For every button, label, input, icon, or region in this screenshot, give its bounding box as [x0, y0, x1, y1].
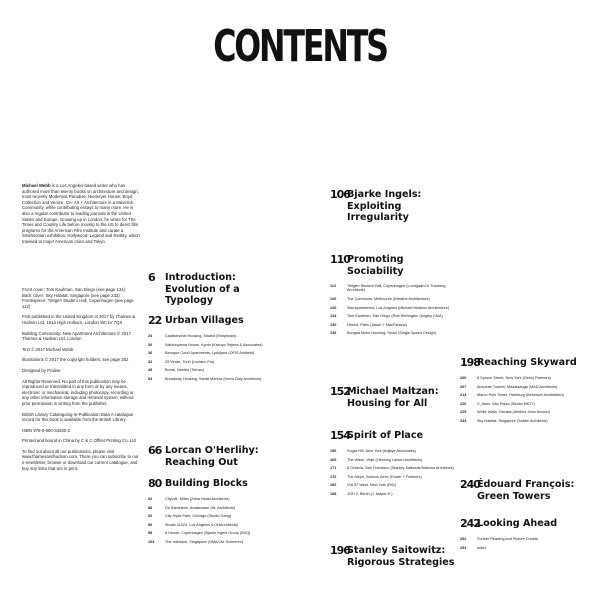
- cover-credit: Front cover: Tom Kaufman, San Diego (see page 134): [22, 287, 126, 292]
- toc-section-edouard-francois[interactable]: [460, 479, 588, 502]
- toc-entry[interactable]: [460, 546, 588, 550]
- section-page-number: 106: [330, 188, 350, 201]
- colophon-line: ISBN 978-0-500-34330-2: [22, 427, 71, 433]
- author-bio: [22, 183, 140, 250]
- entry-title: Tom Kaufman, San Diego (Rob Wellington Quigley FAIA): [347, 314, 443, 319]
- colophon-line: To find out about all our publications, please visit www.thamesandhudson.com. There you can subscribe to our e-newsletter, browse or download our current catalogue, and buy any titles that are in print.: [22, 448, 139, 471]
- toc-section-michael-maltzan[interactable]: [330, 386, 458, 409]
- colophon-line: Illustrations © 2017 the copyright holders; see page 252: [22, 357, 129, 363]
- toc-entry[interactable]: [330, 466, 458, 470]
- entry-title: Carabanchel Housing, Madrid (Morphosis): [165, 334, 237, 338]
- entry-page: 213: [460, 393, 467, 398]
- entry-page: 82: [148, 497, 153, 501]
- section-page-number: 152: [330, 385, 350, 398]
- entry-page: 225: [460, 410, 467, 415]
- section-title: Spirit of Place: [347, 430, 424, 441]
- entry-page: 48: [148, 368, 153, 373]
- colophon-line: Designed by Praline: [22, 367, 61, 373]
- toc-entry[interactable]: [330, 284, 458, 293]
- section-title: Urban Villages: [165, 315, 244, 326]
- section-title: Looking Ahead: [477, 518, 558, 529]
- author-name: Michael Webb: [22, 183, 51, 188]
- section-title: Promoting Sociability: [347, 254, 404, 277]
- entry-page: 24: [148, 334, 153, 338]
- entry-title: The Aleph, Buenos Aires (Foster + Partners): [347, 474, 422, 479]
- entry-title: Herold, Paris (Jakob + MacFarlane): [347, 322, 408, 327]
- toc-entry[interactable]: [148, 343, 273, 347]
- entry-title: Nishinoyama House, Kyoto (Kazuyo Sejima & Associates): [165, 342, 263, 347]
- entry-page: 146: [330, 331, 337, 336]
- colophon-line: First published in the United Kingdom in 2017 by Thames & Hudson Ltd, 181a High Holborn, London WC1V 7QX: [22, 314, 136, 325]
- toc-entry[interactable]: [460, 410, 588, 414]
- entry-page: 254: [460, 545, 467, 550]
- entry-title: VIA 57 West, New York (BIG): [347, 483, 397, 488]
- toc-entry[interactable]: [148, 514, 273, 518]
- section-title: Lorcan O'Herlihy: Reaching Out: [165, 445, 259, 468]
- toc-entry[interactable]: [460, 537, 588, 541]
- toc-entry[interactable]: [148, 351, 273, 355]
- section-title: Building Blocks: [165, 478, 248, 489]
- toc-entry[interactable]: [460, 402, 588, 406]
- toc-entry[interactable]: [148, 360, 273, 364]
- colophon-line: British Library Cataloguing-in-Publication Data A catalogue record for this book is available from the British Library: [22, 411, 134, 423]
- toc-entry[interactable]: [148, 368, 273, 372]
- entry-page: 54: [148, 376, 153, 381]
- entry-page: 140: [330, 322, 337, 327]
- toc-entry[interactable]: [148, 506, 273, 510]
- toc-entry[interactable]: [460, 385, 588, 389]
- section-page-number: 242: [460, 517, 480, 530]
- section-page-number: 198: [460, 356, 480, 369]
- entry-page: 134: [330, 314, 337, 319]
- section-title: Édouard François: Green Towers: [477, 479, 575, 502]
- section-page-number: 154: [330, 429, 350, 442]
- toc-entry[interactable]: [148, 523, 273, 527]
- entry-title: Index: [477, 545, 487, 550]
- cover-credit: Back cover: Sky Habitat, Singapore (see page 233): [22, 292, 120, 298]
- section-title: Introduction: Evolution of a Typology: [165, 272, 240, 306]
- toc-section-looking-ahead[interactable]: [460, 518, 588, 554]
- cover-credit: Frontispiece: Tietgen Student Hall, Copenhagen (see page 112): [22, 298, 134, 309]
- entry-page: 42: [148, 359, 153, 364]
- entry-page: 182: [330, 483, 337, 488]
- toc-entry[interactable]: [330, 306, 458, 310]
- section-page-number: 6: [148, 271, 155, 284]
- toc-section-intro[interactable]: [148, 272, 273, 307]
- entry-title: JOH 3, Berlin (J. Mayer H.): [347, 491, 393, 496]
- entry-title: V_Itaim, São Paulo (Studio MK27): [477, 401, 535, 406]
- section-page-number: 240: [460, 478, 480, 491]
- toc-entry[interactable]: [330, 314, 458, 318]
- toc-section-promoting-sociability[interactable]: [330, 254, 458, 340]
- entry-page: 188: [330, 491, 337, 496]
- entry-title: Baroque Court Apartments, Ljubljana (OFIS Arhitekti): [165, 351, 255, 356]
- toc-entry[interactable]: [330, 323, 458, 327]
- toc-section-urban-villages[interactable]: [148, 315, 273, 386]
- entry-page: 98: [148, 531, 153, 536]
- colophon-line: Printed and bound in China by C & C Offset Printing Co. Ltd: [22, 438, 136, 444]
- toc-entry[interactable]: [330, 475, 458, 479]
- author-bio-text: is a Los Angeles-based writer who has authored more than twenty books on architecture and design, most recently Modernist Paradise: Niemeyer House, Boyd Collection and Venice, CA: Art + Architecture in a Maverick Community, while contributing essays to many more. He is also a regular contributor to leading journals in the United States and Europe. Growing up in London, he wrote for The Times and Country Life before moving to the US to direct film programs for the American Film Institute and curate a Smithsonian exhibition, Hollywood: Legend and Reality, which traveled to major American cities and Tokyo.: [22, 183, 140, 244]
- colophon-line: Building Community: New Apartment Architecture © 2017 Thames & Hudson Ltd, London: [22, 330, 131, 342]
- entry-page: 92: [148, 514, 153, 519]
- entry-page: 220: [460, 401, 467, 406]
- entry-page: 112: [330, 284, 337, 288]
- toc-entry[interactable]: [460, 376, 588, 380]
- entry-title: Absolute Towers, Mississauga (MAD Architects): [477, 384, 558, 389]
- page-title: CONTENTS: [213, 21, 387, 72]
- toc-section-reaching-skyward[interactable]: [460, 357, 588, 428]
- section-page-number: 110: [330, 253, 350, 266]
- entry-page: 166: [330, 457, 337, 462]
- entry-title: Sugar Hill, New York (Adjaye Associates): [347, 449, 417, 453]
- toc-section-lorcan-oherlihy[interactable]: [148, 445, 273, 468]
- toc-entry[interactable]: [148, 540, 273, 544]
- entry-title: City Hyde Park, Chicago (Studio Gang): [165, 514, 232, 519]
- toc-entry[interactable]: [330, 483, 458, 487]
- toc-entry[interactable]: [330, 297, 458, 301]
- toc-entry[interactable]: [330, 492, 458, 496]
- entry-title: 8 Octavia, San Francisco (Stanley Saitowitz/Natoma Architects): [347, 466, 454, 471]
- toc-entry[interactable]: [148, 531, 273, 535]
- entry-page: 120: [330, 297, 337, 301]
- entry-page: 36: [148, 351, 153, 356]
- entry-page: 171: [330, 466, 337, 471]
- entry-title: 25 Verde, Turin (Luciano Pia): [165, 359, 215, 364]
- entry-page: 207: [460, 384, 467, 389]
- section-title: Bjarke Ingels: Exploiting Irregularity: [347, 189, 422, 223]
- entry-page: 88: [148, 505, 153, 510]
- toc-entry[interactable]: [148, 377, 273, 381]
- entry-page: 200: [460, 376, 467, 380]
- toc-section-building-blocks[interactable]: [148, 478, 273, 549]
- entry-page: 176: [330, 474, 337, 479]
- entry-title: The Commons, Melbourne (Breathe Architecture): [347, 297, 430, 301]
- section-title: Reaching Skyward: [477, 357, 577, 368]
- entry-title: Further Reading and Picture Credits: [477, 537, 538, 541]
- entry-title: Sky Habitat, Singapore (Safdie Architects): [477, 418, 548, 423]
- section-page-number: 22: [148, 314, 162, 327]
- entry-title: White Walls, Nicosia (Ateliers Jean Nouvel): [477, 410, 550, 415]
- entry-title: The Interlace, Singapore (OMA/Ole Scheeren): [165, 539, 244, 544]
- entry-title: Bortal, Nantes (Tetrarc): [165, 368, 205, 373]
- entry-title: De Kameleon, Amsterdam (NL Architects): [165, 505, 236, 510]
- entry-title: CityLife, Milan (Zaha Hadid Architects): [165, 497, 230, 501]
- section-page-number: 80: [148, 477, 162, 490]
- toc-entry[interactable]: [330, 331, 458, 335]
- colophon: [22, 287, 140, 476]
- toc-section-stanley-saitowitz[interactable]: [330, 545, 458, 568]
- section-title: Stanley Saitowitz: Rigorous Strategies: [347, 545, 455, 568]
- toc-entry[interactable]: [460, 419, 588, 423]
- entry-page: 30: [148, 342, 153, 347]
- entry-title: Studio 11024, Los Angeles (LOHArchitects): [165, 522, 238, 527]
- entry-title: Broadway Housing, Santa Monica (Kevin Daly Architects): [165, 376, 262, 381]
- entry-title: The Wave, Vejle (Henning Larsen Architects): [347, 457, 423, 462]
- entry-page: 126: [330, 305, 337, 310]
- entry-title: Star Apartments, Los Angeles (Michael Maltzan Architecture): [347, 305, 450, 310]
- entry-title: 8 House, Copenhagen (Bjarke Ingels Group (BIG)): [165, 531, 251, 536]
- toc-entry[interactable]: [148, 334, 273, 338]
- toc-section-spirit-of-place[interactable]: [330, 430, 458, 501]
- colophon-line: All Rights Reserved. No part of this publication may be reproduced or transmitted in any form or by any means, electronic or mechanical, including photocopy, recording or any other information storage and retrieval system, without prior permission in writing from the publisher.: [22, 378, 134, 406]
- toc-section-bjarke-ingels[interactable]: [330, 189, 460, 224]
- colophon-line: Text © 2017 Michael Webb: [22, 346, 74, 352]
- entry-title: Tietgen Student Hall, Copenhagen (Lundgaard & Tranberg Architects): [347, 284, 446, 293]
- entry-page: 96: [148, 522, 153, 527]
- toc-entry[interactable]: [330, 458, 458, 462]
- entry-page: 156: [330, 449, 337, 453]
- toc-entry[interactable]: [148, 497, 273, 501]
- entry-title: 8 Spruce Street, New York (Gehry Partners): [477, 376, 551, 380]
- section-page-number: 66: [148, 444, 162, 457]
- section-page-number: 196: [330, 544, 350, 557]
- toc-entry[interactable]: [330, 449, 458, 453]
- toc-entry[interactable]: [460, 393, 588, 397]
- entry-page: 103: [148, 539, 155, 544]
- section-title: Michael Maltzan: Housing for All: [347, 386, 439, 409]
- entry-title: Marco Polo Tower, Hamburg (Behnisch Architekten): [477, 393, 564, 398]
- entry-title: Bongsa Moim Housing, Seoul (Single Speed Design): [347, 331, 437, 336]
- entry-page: 252: [460, 537, 467, 541]
- entry-page: 233: [460, 418, 467, 423]
